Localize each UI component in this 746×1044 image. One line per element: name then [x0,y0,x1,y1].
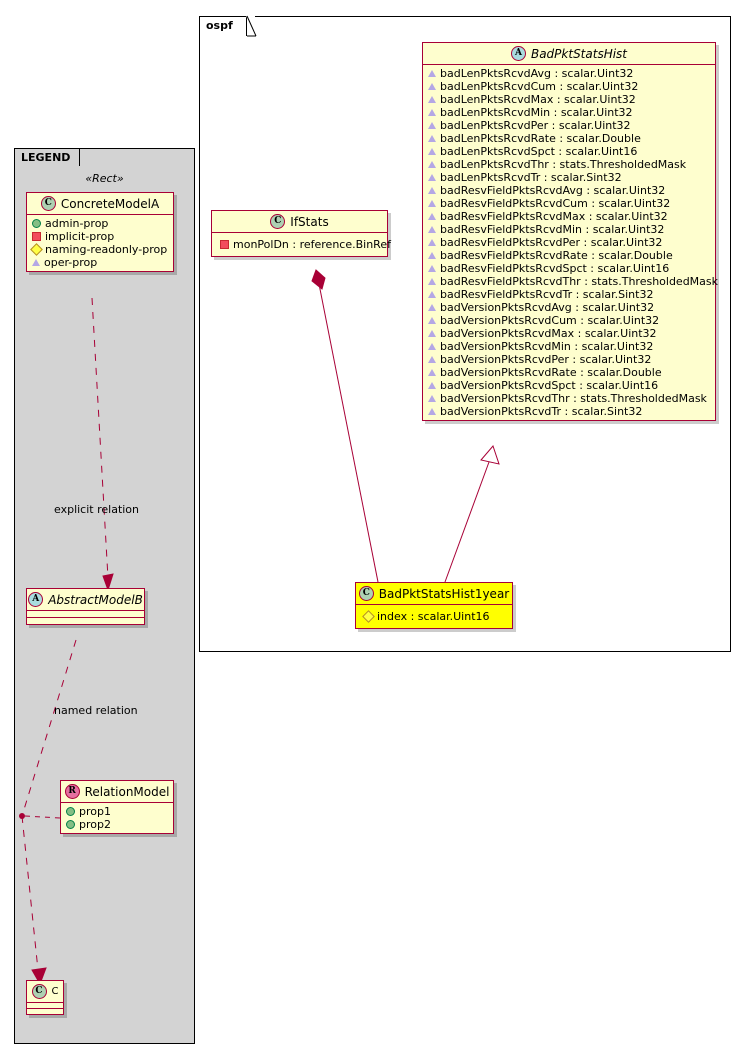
class-icon-c: C [270,214,285,229]
visibility-protected-icon [30,243,43,256]
class-header [423,43,715,65]
attribute-row: oper-prop [32,256,169,269]
class-BadPktStatsHist[interactable] [422,42,719,421]
visibility-package-icon [428,239,436,246]
visibility-package-icon [428,408,436,415]
class-ConcreteModelA[interactable] [26,192,174,272]
legend-stereotype: «Rect» [85,172,124,185]
package-tab-fold [246,16,255,34]
visibility-package-icon [428,304,436,311]
class-BadPktStatsHist1year[interactable] [355,582,513,629]
visibility-protected-icon [362,610,375,623]
visibility-package-icon [428,369,436,376]
attribute-row: badResvFieldPktsRcvdTr : scalar.Sint32 [428,288,711,301]
class-title: C [51,985,59,997]
visibility-package-icon [428,148,436,155]
visibility-package-icon [428,317,436,324]
attribute-row: badResvFieldPktsRcvdCum : scalar.Uint32 [428,197,711,210]
attribute-row: badLenPktsRcvdCum : scalar.Uint32 [428,80,711,93]
visibility-package-icon [428,343,436,350]
visibility-package-icon [428,291,436,298]
attribute-row: badVersionPktsRcvdTr : scalar.Sint32 [428,405,711,418]
attribute-row: monPolDn : reference.BinRef [220,238,383,251]
class-attributes [61,803,173,833]
edge-label-explicit-relation: explicit relation [54,503,140,516]
class-title: ConcreteModelA [60,196,160,211]
visibility-package-icon [428,161,436,168]
visibility-package-icon [32,259,40,266]
attribute-row: badResvFieldPktsRcvdMax : scalar.Uint32 [428,210,711,223]
visibility-package-icon [428,200,436,207]
attribute-row: badVersionPktsRcvdCum : scalar.Uint32 [428,314,711,327]
attribute-row: prop2 [66,818,169,831]
attribute-row: index : scalar.Uint16 [364,610,508,623]
attribute-row: badResvFieldPktsRcvdPer : scalar.Uint32 [428,236,711,249]
visibility-package-icon [428,395,436,402]
visibility-package-icon [428,83,436,90]
class-header [27,193,173,215]
visibility-package-icon [428,187,436,194]
class-header [356,583,512,605]
class-icon-c: C [41,196,56,211]
attribute-row: badLenPktsRcvdMax : scalar.Uint32 [428,93,711,106]
visibility-package-icon [428,278,436,285]
attribute-row: prop1 [66,805,169,818]
class-attributes [423,65,719,420]
attribute-row: badLenPktsRcvdMin : scalar.Uint32 [428,106,711,119]
visibility-package-icon [428,226,436,233]
class-attributes [212,233,391,256]
class-title: BadPktStatsHist [530,46,628,61]
visibility-package-icon [428,96,436,103]
visibility-package-icon [428,70,436,77]
visibility-package-icon [428,174,436,181]
visibility-public-icon [66,807,75,816]
class-header [27,589,144,611]
class-icon-c: C [359,586,374,601]
visibility-public-icon [32,219,41,228]
class-attributes [356,605,512,628]
edge-label-named-relation: named relation [54,704,138,717]
visibility-public-icon [66,820,75,829]
attribute-row: admin-prop [32,217,169,230]
attribute-row: badLenPktsRcvdPer : scalar.Uint32 [428,119,711,132]
attribute-row: badVersionPktsRcvdMin : scalar.Uint32 [428,340,711,353]
legend-title-label: LEGEND [21,151,71,164]
attribute-row: badResvFieldPktsRcvdThr : stats.ThresholdedMask [428,275,711,288]
attribute-row: badLenPktsRcvdTr : scalar.Sint32 [428,171,711,184]
class-title: IfStats [290,214,329,229]
attribute-row: badResvFieldPktsRcvdSpct : scalar.Uint16 [428,262,711,275]
attribute-row: naming-readonly-prop [32,243,169,256]
class-icon-c: C [32,984,47,999]
visibility-package-icon [428,382,436,389]
visibility-package-icon [428,109,436,116]
attribute-row: badLenPktsRcvdRate : scalar.Double [428,132,711,145]
attribute-row: badResvFieldPktsRcvdMin : scalar.Uint32 [428,223,711,236]
visibility-package-icon [428,213,436,220]
class-header [212,211,387,233]
class-IfStats[interactable] [211,210,391,257]
legend-tab [14,148,80,166]
attribute-row: badLenPktsRcvdSpct : scalar.Uint16 [428,145,711,158]
visibility-package-icon [428,265,436,272]
visibility-private-icon [32,232,41,241]
class-attributes [27,215,173,271]
attribute-row: badVersionPktsRcvdAvg : scalar.Uint32 [428,301,711,314]
attribute-row: badVersionPktsRcvdSpct : scalar.Uint16 [428,379,711,392]
class-C[interactable] [26,980,64,1015]
class-title: BadPktStatsHist1year [378,586,510,601]
attribute-row: badVersionPktsRcvdPer : scalar.Uint32 [428,353,711,366]
class-RelationModel[interactable] [60,780,174,834]
attribute-row: badResvFieldPktsRcvdRate : scalar.Double [428,249,711,262]
visibility-private-icon [220,240,229,249]
visibility-package-icon [428,252,436,259]
attribute-row: badLenPktsRcvdThr : stats.ThresholdedMask [428,158,711,171]
class-header [27,981,63,1003]
class-operations [27,1009,63,1014]
attribute-row: badVersionPktsRcvdRate : scalar.Double [428,366,711,379]
visibility-package-icon [428,356,436,363]
class-AbstractModelB[interactable] [26,588,145,625]
visibility-package-icon [428,122,436,129]
class-icon-r: R [65,784,80,799]
attribute-row: badLenPktsRcvdAvg : scalar.Uint32 [428,67,711,80]
package-ospf-tab [199,16,247,36]
attribute-row: badVersionPktsRcvdMax : scalar.Uint32 [428,327,711,340]
class-icon-a: A [511,46,526,61]
class-title: AbstractModelB [48,592,143,607]
class-operations [27,618,144,624]
class-header [61,781,173,803]
attribute-row: badVersionPktsRcvdThr : stats.ThresholdedMask [428,392,711,405]
class-icon-a: A [28,592,43,607]
attribute-row: implicit-prop [32,230,169,243]
package-ospf-label: ospf [206,19,233,32]
class-title: RelationModel [84,784,170,799]
attribute-row: badResvFieldPktsRcvdAvg : scalar.Uint32 [428,184,711,197]
visibility-package-icon [428,135,436,142]
visibility-package-icon [428,330,436,337]
